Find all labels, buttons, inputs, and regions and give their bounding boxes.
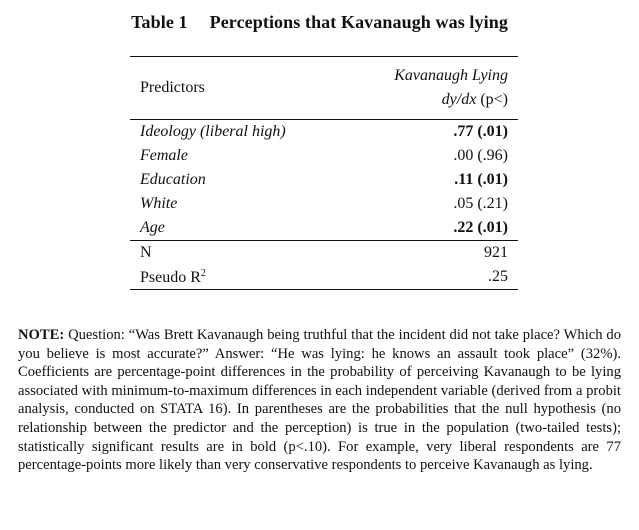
row-predictor: Education [140, 171, 206, 188]
row-value: .00 (.96) [453, 147, 508, 164]
stats-row [130, 265, 518, 289]
stats-value: 921 [484, 244, 508, 261]
stats-value: .25 [488, 268, 508, 285]
table-title-text: Perceptions that Kavanaugh was lying [209, 12, 508, 32]
outcome-header: Kavanaugh Lying [394, 67, 508, 84]
results-table [130, 56, 518, 290]
table-row [130, 192, 518, 216]
note-label: NOTE: [18, 327, 65, 343]
row-value: .05 (.21) [453, 195, 508, 212]
table-title [0, 12, 639, 33]
table-note [18, 326, 621, 475]
measure-header-plain: (p<) [476, 91, 508, 108]
row-predictor: White [140, 195, 178, 212]
table-row [130, 120, 518, 144]
row-value: .22 (.01) [453, 219, 508, 236]
table-row [130, 168, 518, 192]
stats-label-sup: 2 [200, 268, 206, 279]
table-bottom-rule [130, 289, 518, 290]
note-text: Question: “Was Brett Kavanaugh being truthful that the incident did not take place? Which do you believe is most accurate?” Answer: “He was lying: he knows an assault took place” (32%). Coefficients are percentage-point differences in the probability of perceiving Kavanaugh to be lying associated with minimum-to-maximum differences in each independent variable (derived from a probit analysis, conducted on STATA 16). In parentheses are the probabilities that the null hypothesis (no relationship between the predictor and the perception) is true in the population (two-tailed tests); statistically significant results are in bold (p<.10). For example, very liberal respondents are 77 percentage-points more likely than very conservative respondents to perceive Kavanaugh as lying. [18, 327, 621, 474]
stats-label: N [140, 244, 152, 261]
table-row [130, 216, 518, 240]
stats-label-text: Pseudo R [140, 269, 201, 286]
row-value: .11 (.01) [454, 171, 508, 188]
table-header [130, 57, 518, 119]
row-predictor: Ideology (liberal high) [140, 123, 286, 140]
measure-header [442, 91, 508, 109]
table-row [130, 144, 518, 168]
stats-label [140, 268, 206, 287]
row-value: .77 (.01) [453, 123, 508, 140]
row-predictor: Age [140, 219, 165, 236]
table-number: Table 1 [131, 12, 188, 32]
predictors-header: Predictors [140, 79, 205, 96]
stats-row [130, 241, 518, 265]
row-predictor: Female [140, 147, 188, 164]
measure-header-italic: dy/dx [441, 91, 477, 108]
